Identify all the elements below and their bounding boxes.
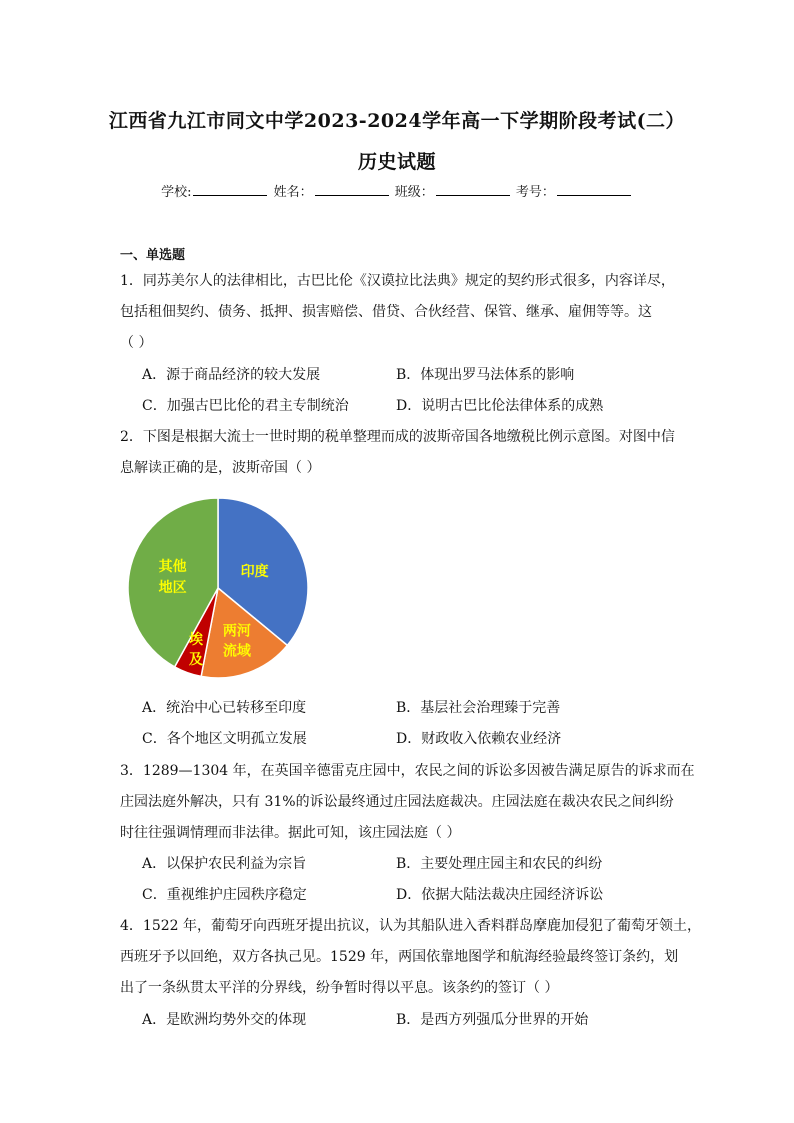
pie-label: 及 (189, 651, 204, 668)
question-1-option-b[interactable]: B．体现出罗马法体系的影响 (396, 367, 575, 383)
question-1-option-d[interactable]: D．说明古巴比伦法律体系的成熟 (396, 398, 604, 414)
question-2-line: 息解读正确的是，波斯帝国（ ） (120, 460, 321, 476)
question-3-option-b[interactable]: B．主要处理庄园主和农民的纠纷 (396, 856, 603, 872)
question-3-line: 时往往强调情理而非法律。据此可知，该庄园法庭（ ） (120, 825, 461, 841)
exam-subject-title: 历史试题 (357, 151, 436, 173)
school-blank[interactable] (193, 183, 267, 196)
pie-label: 其他 (158, 558, 187, 575)
question-4-line: 出了一条纵贯太平洋的分界线，纷争暂时得以平息。该条约的签订（ ） (120, 980, 559, 996)
question-1-line: 包括租佃契约、债务、抵押、损害赔偿、借贷、合伙经营、保管、继承、雇佣等等。这 (120, 304, 652, 320)
class-blank[interactable] (436, 183, 510, 196)
question-1-line: 1．同苏美尔人的法律相比，古巴比伦《汉谟拉比法典》规定的契约形式很多，内容详尽， (120, 273, 675, 289)
question-4-line: 4．1522 年，葡萄牙向西班牙提出抗议，认为其船队进入香料群岛摩鹿加侵犯了葡萄牙领土， (120, 918, 701, 934)
question-3-option-d[interactable]: D．依据大陆法裁决庄园经济诉讼 (396, 887, 604, 903)
question-2-option-d[interactable]: D．财政收入依赖农业经济 (396, 731, 562, 747)
pie-label: 印度 (240, 563, 269, 580)
question-2-option-b[interactable]: B．基层社会治理臻于完善 (396, 700, 561, 716)
question-3-option-c[interactable]: C．重视维护庄园秩序稳定 (142, 887, 307, 903)
class-label: 班级： (394, 185, 434, 200)
question-1-line: （ ） (120, 335, 153, 351)
question-1-option-a[interactable]: A．源于商品经济的较大发展 (142, 367, 321, 383)
pie-label: 流域 (222, 643, 251, 660)
name-blank[interactable] (315, 183, 389, 196)
name-label: 姓名： (273, 185, 313, 200)
question-4-line: 西班牙予以回绝，双方各执己见。1529 年，两国依靠地图学和航海经验最终签订条约，划 (120, 949, 679, 965)
number-blank[interactable] (557, 183, 631, 196)
question-3-line: 庄园法庭外解决，只有 31%的诉讼最终通过庄园法庭裁决。庄园法庭在裁决农民之间纠纷 (120, 794, 674, 810)
question-1-option-c[interactable]: C．加强古巴比伦的君主专制统治 (142, 398, 349, 414)
school-label: 学校: (161, 185, 192, 200)
student-info-row (0, 181, 794, 200)
number-label: 考号： (515, 185, 555, 200)
question-4-option-a[interactable]: A．是欧洲均势外交的体现 (142, 1012, 307, 1028)
question-2-option-a[interactable]: A．统治中心已转移至印度 (142, 700, 307, 716)
question-3-line: 3．1289—1304 年，在英国辛德雷克庄园中，农民之间的诉讼多因被告满足原告的诉求而在 (120, 763, 695, 779)
tax-pie-chart (126, 496, 310, 680)
exam-title: 江西省九江市同文中学2023-2024学年高一下学期阶段考试(二） (108, 110, 686, 132)
pie-label: 地区 (158, 579, 187, 596)
question-2-option-c[interactable]: C．各个地区文明孤立发展 (142, 731, 307, 747)
question-2-line: 2．下图是根据大流士一世时期的税单整理而成的波斯帝国各地缴税比例示意图。对图中信 (120, 429, 675, 445)
question-4-option-b[interactable]: B．是西方列强瓜分世界的开始 (396, 1012, 589, 1028)
section-title: 一、单选题 (120, 248, 186, 263)
question-3-option-a[interactable]: A．以保护农民利益为宗旨 (142, 856, 307, 872)
pie-label: 埃 (189, 631, 204, 648)
pie-label: 两河 (222, 623, 251, 640)
